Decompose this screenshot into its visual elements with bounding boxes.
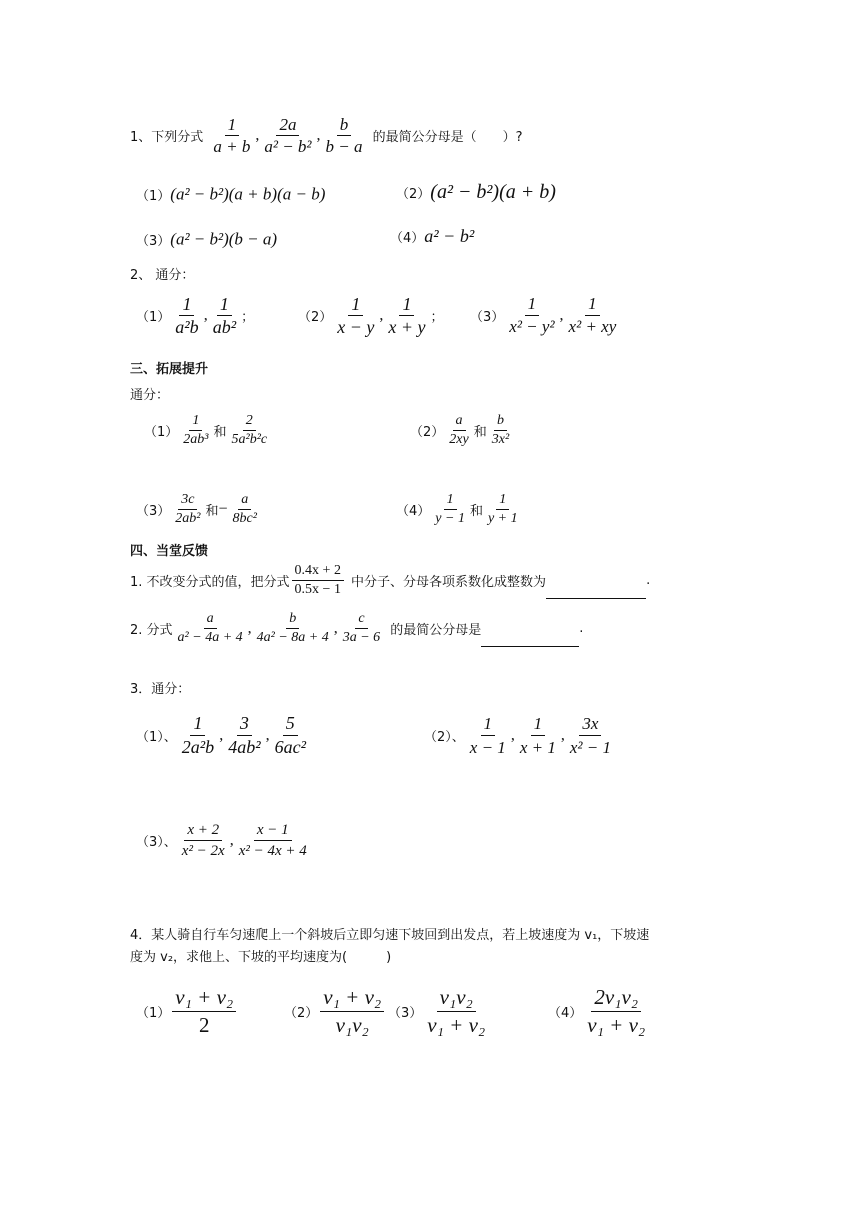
section4-q4-option-3: （3） $\frac{\text{v₁v₂}}{\text{v₁ + v₂}}$ xyxy=(388,985,486,1037)
q2-item-3: （3） $\frac{1}{\text{x² − y²}}$ , $\frac{1}{\text{x² + xy}}$ xyxy=(470,294,617,336)
q1-option-1: （1）(a² − b²)(a + b)(a − b) xyxy=(136,184,326,204)
q1-suffix: 的最简公分母是（ ）? xyxy=(372,130,523,145)
section4-q3-item-2: （2）、 $\frac{1}{x - 1}$ , $\frac{1}{x + 1}$ , $\frac{3x}{\text{x² − 1}}$ xyxy=(424,714,611,757)
q1-option-2: （2）(a² − b²)(a + b) xyxy=(396,181,556,203)
section4-q4-option-2: （2） $\frac{\text{v₁ + v₂}}{\text{v₁v₂}}$ xyxy=(284,984,386,1039)
section3-item-3: （3） $\frac{3c}{\text{2ab²}}$ 和− $\frac{a}{\text{8bc²}}$ xyxy=(136,492,257,526)
q2-title: 2、 通分： xyxy=(130,268,195,283)
section4-q1: 1. 不改变分式的值，把分式 $\frac{0.4x + 2}{0.5x - 1}$ 中分子、分母各项系数化成整数为 . xyxy=(130,563,651,597)
section4-q4-line1: 4．某人骑自行车匀速爬上一个斜坡后立即匀速下坡回到出发点，若上坡速度为 v₁，下坡速 xyxy=(130,928,650,943)
section4-heading: 四、当堂反馈 xyxy=(130,544,209,559)
q2-item-1: （1） $\frac{1}{\text{a²b}}$ , $\frac{1}{\text{ab²}}$ ； xyxy=(136,294,255,337)
q1-fraction-1: $\frac{1}{a + b}$ xyxy=(213,115,251,156)
answer-blank-1[interactable] xyxy=(546,598,646,599)
section4-q4-option-1: （1） $\frac{\text{v₁ + v₂}}{2}$ xyxy=(136,984,238,1039)
section4-q4-line2: 度为 v₂，求他上、下坡的平均速度为( ) xyxy=(130,950,392,965)
answer-blank-2[interactable] xyxy=(481,646,579,647)
q1-option-3: （3）(a² − b²)(b − a) xyxy=(136,229,278,249)
q1-fraction-3: $\frac{b}{b - a}$ xyxy=(325,115,363,156)
q2-item-2: （2） $\frac{1}{x - y}$ , $\frac{1}{x + y}$ ； xyxy=(298,294,444,337)
section3-subtitle: 通分： xyxy=(130,388,170,403)
section4-q3-item-1: （1）、 $\frac{1}{\text{2a²b}}$ , $\frac{3}{\text{4ab²}}$ , $\frac{5}{\text{6ac²}}$ xyxy=(136,713,306,757)
section3-item-1: （1） $\frac{1}{\text{2ab³}}$ 和 $\frac{2}{\text{5a²b²c}}$ xyxy=(144,413,268,447)
section3-item-4: （4） $\frac{1}{y - 1}$ 和 $\frac{1}{y + 1}$ xyxy=(396,492,518,526)
q1-fraction-2: $\frac{2a}{\text{a² − b²}}$ xyxy=(264,115,312,156)
section3-item-2: （2） $\frac{a}{2xy}$ 和 $\frac{b}{\text{3x²}}$ xyxy=(410,413,510,447)
section4-q3-item-3: （3）、 $\frac{x + 2}{\text{x² − 2x}}$ , $\frac{x - 1}{\text{x² − 4x + 4}}$ xyxy=(136,822,307,859)
section4-q4-option-4: （4） $\frac{\text{2v₁v₂}}{\text{v₁ + v₂}}$ xyxy=(548,985,646,1037)
q1-option-4: （4）a² − b² xyxy=(390,226,475,246)
section3-heading: 三、拓展提升 xyxy=(130,362,209,377)
q1-line: 1、下列分式 $\frac{1}{a + b}$ , $\frac{2a}{\text{a² − b²}}$ , $\frac{b}{b - a}$ 的最简公分母是（ ）? xyxy=(130,115,523,156)
section4-q3-title: 3．通分： xyxy=(130,682,191,697)
q1-prefix: 1、下列分式 xyxy=(130,130,204,145)
section4-q2: 2. 分式 $\frac{a}{\text{a² − 4a + 4}}$ , $\frac{b}{\text{4a² − 8a + 4}}$ , $\frac{c}{3a - 6}$ 的最简公分母是 . xyxy=(130,611,584,645)
